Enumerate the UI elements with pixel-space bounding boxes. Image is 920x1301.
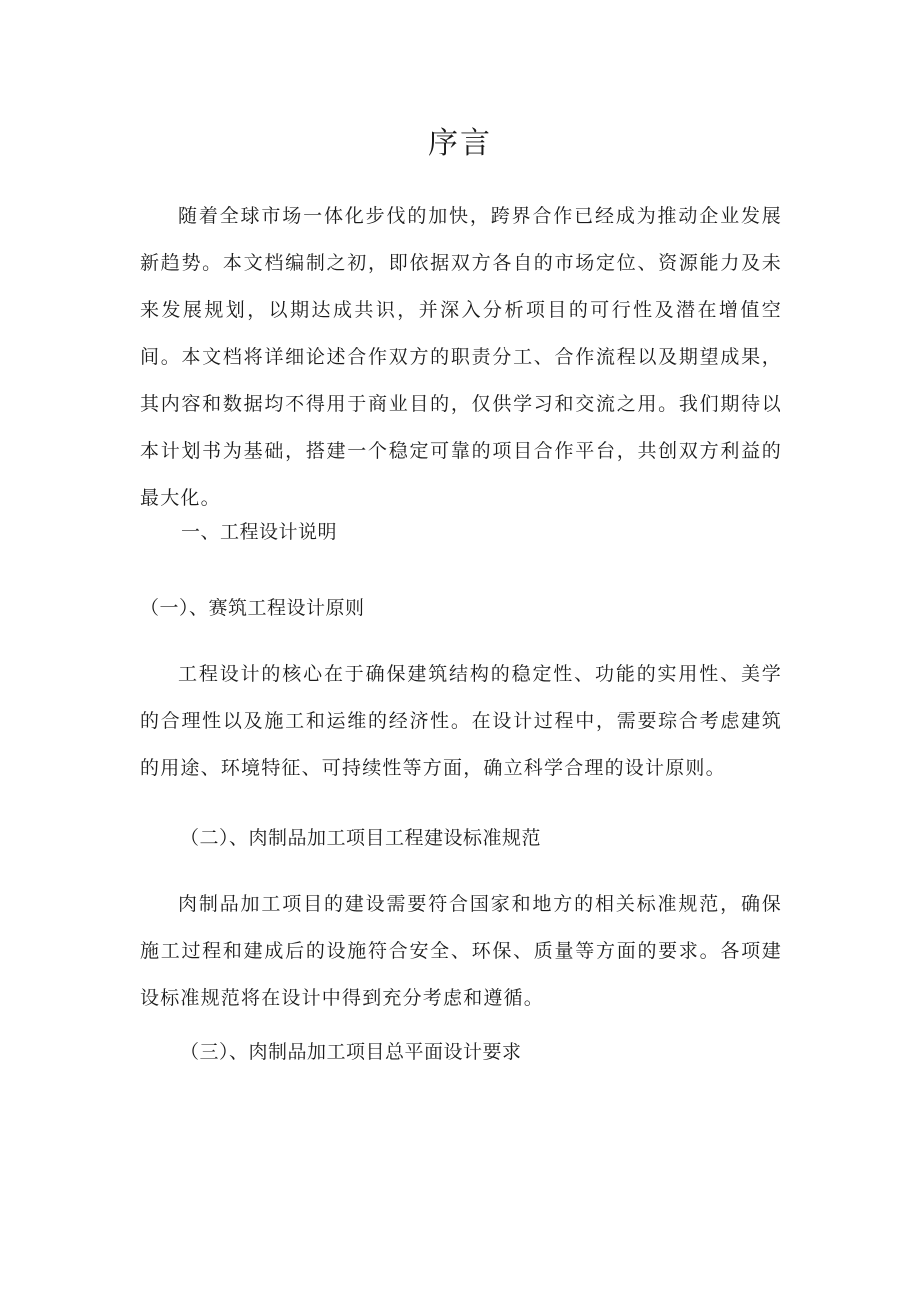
subsection-2-paragraph: 肉制品加工项目的建设需要符合国家和地方的相关标准规范，确保施工过程和建成后的设施符合安全、环保、质量等方面的要求。各项建设标准规范将在设计中得到充分考虑和遵循。 [140, 893, 782, 1009]
subsection-1-heading: （一）、赛筑工程设计原则 [140, 597, 365, 619]
page-title: 序言 [428, 126, 492, 161]
section-1-heading: 一、工程设计说明 [181, 521, 338, 543]
subsection-3-heading: （三）、肉制品加工项目总平面设计要求 [180, 1041, 522, 1063]
subsection-2-heading: （二）、肉制品加工项目工程建设标准规范 [180, 827, 542, 849]
subsection-1-paragraph: 工程设计的核心在于确保建筑结构的稳定性、功能的实用性、美学的合理性以及施工和运维的经济性。在设计过程中，需要琮合考虑建筑的用途、环境特征、可持续性等方面，确立科学合理的设计原则。 [140, 663, 782, 779]
intro-paragraph: 随着全球市场一体化步伐的加快，跨界合作已经成为推动企业发展新趋势。本文档编制之初，即依据双方各自的市场定位、资源能力及未来发展规划，以期达成共识，并深入分析项目的可行性及潜在增值空间。本文档将详细论述合作双方的职责分工、合作流程以及期望成果，其内容和数据均不得用于商业目的，仅供学习和交流之用。我们期待以本计划书为基础，搭建一个稳定可靠的项目合作平台，共创双方利益的最大化。 [140, 205, 782, 509]
